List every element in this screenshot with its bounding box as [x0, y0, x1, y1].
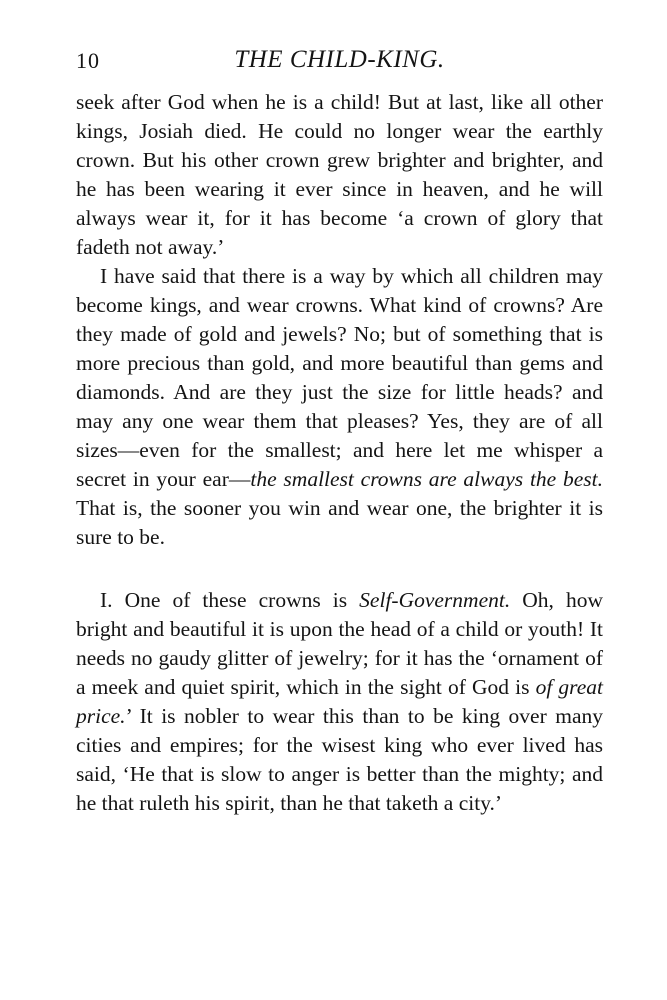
- paragraph-josiah: [76, 88, 603, 262]
- book-page: [76, 44, 603, 818]
- italic-phrase: Self-Government.: [359, 588, 511, 612]
- body-text: [76, 88, 603, 818]
- paragraph-text: seek after God when he is a child! But at last, like all other kings, Josiah died. He could no longer wear the earthly crown. But his other crown grew brighter and brighter, and he has been wearing it ever since in heaven, and he will always wear it, for it has become ‘a crown of glory that fadeth not away.’: [76, 90, 603, 259]
- paragraph-text: I have said that there is a way by which all children may become kings, and wear crowns. What kind of crowns? Are they made of gold and jewels? No; but of something that is more precious than gold, and more beautiful than gems and diamonds. And are they just the size for little heads? and may any one wear them that pleases? Yes, they are of all sizes—even for the smallest; and here let me whisper a secret in your ear—: [76, 264, 603, 491]
- paragraph-self-government: [76, 586, 603, 818]
- page-number: 10: [76, 48, 100, 73]
- paragraph-text: I. One of these crowns is: [100, 588, 360, 612]
- paragraph-crowns: [76, 262, 603, 552]
- italic-phrase: the smallest crowns are always the best.: [250, 467, 604, 491]
- paragraph-text: ’ It is nobler to wear this than to be king over many cities and empires; for the wisest king who ever lived has said, ‘He that is slow to anger is better than the mighty; and he that ruleth his spirit, than he that taketh a city.’: [76, 704, 603, 815]
- paragraph-text: That is, the sooner you win and wear one, the brighter it is sure to be.: [76, 496, 603, 549]
- italic-phrase: of great price.: [76, 675, 604, 728]
- running-head: [76, 44, 603, 78]
- running-title: THE CHILD-KING.: [234, 46, 445, 73]
- paragraph-text: Oh, how bright and beautiful it is upon the head of a child or youth! It needs no gaudy glitter of jewelry; for it has the ‘ornament of a meek and quiet spirit, which in the sight of God is: [76, 588, 603, 699]
